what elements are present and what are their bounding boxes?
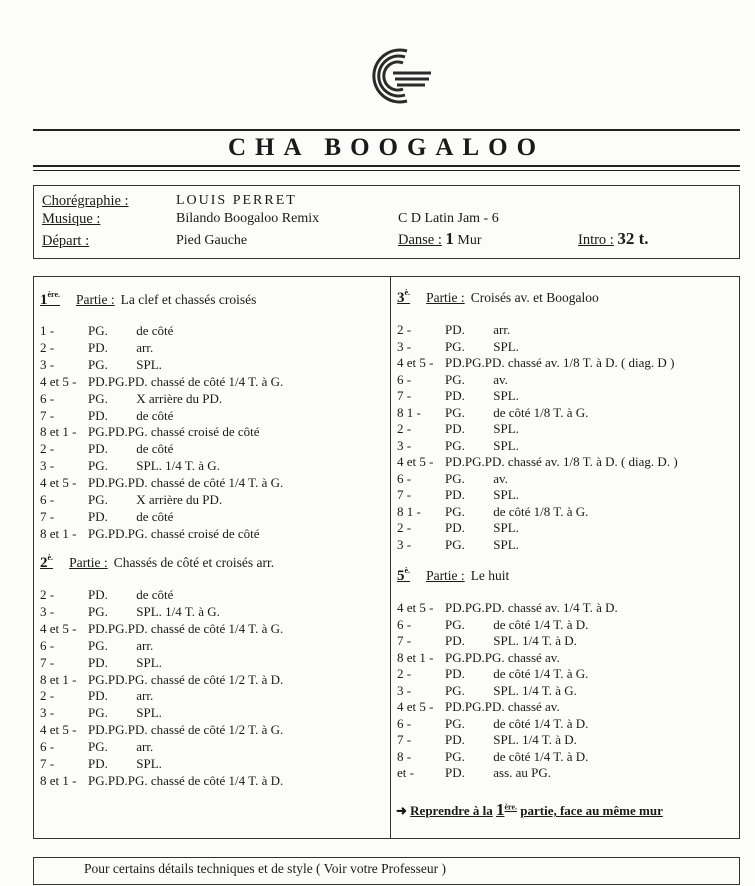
step-row — [397, 387, 519, 404]
step-count: 3 - — [40, 458, 55, 474]
arrow-right-icon: ➜ — [396, 803, 407, 818]
step-foot: PG. — [445, 371, 465, 387]
step-foot: PG. — [445, 748, 465, 764]
step-foot: PD.PG.PD. — [445, 454, 505, 469]
danse-label: Danse : — [398, 232, 442, 248]
step-count: 3 - — [397, 682, 412, 698]
step-row — [397, 338, 519, 355]
step-row — [397, 404, 588, 421]
step-row — [397, 748, 588, 765]
reprendre-note — [396, 800, 663, 820]
step-row — [40, 508, 173, 525]
section-part-label: Partie : — [426, 290, 465, 305]
step-foot: PG.PD.PG. — [445, 649, 505, 665]
step-foot: PD.PG.PD. — [88, 620, 148, 636]
step-count: 1 - — [40, 323, 55, 338]
step-count: 3 - — [40, 356, 55, 372]
step-foot: PG. — [445, 715, 465, 731]
section-name: La clef et chassés croisés — [120, 292, 257, 307]
step-description: de côté 1/4 T. à G. — [490, 666, 589, 681]
step-foot: PG. — [88, 390, 108, 406]
step-description: SPL. 1/4 T. à G. — [133, 603, 220, 619]
step-count: 2 - — [397, 421, 412, 436]
step-count: 7 - — [397, 732, 412, 747]
step-count: 3 - — [40, 603, 55, 619]
step-row — [397, 731, 577, 748]
step-description: SPL. — [490, 520, 519, 535]
step-row — [40, 423, 260, 440]
step-foot: PD. — [88, 587, 108, 602]
step-description: arr. — [133, 688, 154, 704]
step-foot: PD. — [88, 756, 108, 771]
reprendre-text-a: Reprendre à la — [410, 803, 493, 818]
step-foot: PG. — [88, 637, 108, 653]
step-description: chassé av. — [504, 649, 560, 665]
bottom-note: Pour certains détails techniques et de style ( Voir votre Professeur ) — [84, 861, 447, 876]
step-row — [397, 715, 588, 732]
step-description: de côté 1/4 T. à D. — [490, 715, 589, 731]
step-description: X arrière du PD. — [133, 390, 223, 406]
step-foot: PG. — [445, 437, 465, 453]
step-foot: PG. — [88, 458, 108, 474]
section-number-suffix: è. — [404, 566, 411, 575]
step-description: de côté 1/4 T. à D. — [490, 616, 589, 632]
step-row — [397, 649, 560, 666]
reprendre-sup: ère. — [504, 802, 517, 812]
step-count: 2 - — [40, 339, 55, 355]
step-count: 3 - — [397, 338, 412, 354]
step-foot: PD. — [445, 765, 465, 780]
step-description: SPL. 1/4 T. à G. — [133, 458, 220, 474]
step-row — [397, 503, 588, 520]
step-description: chassé de côté 1/2 T. à D. — [147, 671, 284, 687]
step-description: de côté — [133, 323, 174, 338]
step-foot: PD.PG.PD. — [445, 355, 505, 370]
step-foot: PD. — [88, 441, 108, 457]
choreo-value: LOUIS PERRET — [176, 193, 297, 208]
step-count: 7 - — [40, 756, 55, 771]
step-description: chassé de côté 1/4 T. à G. — [147, 620, 284, 636]
section-heading — [40, 290, 256, 309]
step-foot: PD. — [445, 520, 465, 535]
step-row — [40, 755, 162, 772]
step-description: SPL. — [133, 654, 162, 670]
step-count: 8 et 1 - — [397, 649, 434, 665]
step-count: 7 - — [40, 407, 55, 423]
step-foot: PD. — [445, 666, 465, 681]
step-description: SPL. — [133, 756, 162, 771]
step-description: SPL. — [133, 705, 162, 721]
section-number-suffix: è. — [47, 553, 54, 562]
column-divider — [390, 276, 391, 839]
step-description: SPL. — [490, 421, 519, 436]
step-row — [40, 637, 153, 654]
section-name: Chassés de côté et croisés arr. — [113, 555, 275, 570]
step-count: 2 - — [40, 587, 55, 602]
step-count: 6 - — [40, 739, 55, 755]
step-row — [397, 682, 577, 699]
step-description: chassé av. 1/8 T. à D. ( diag. D. ) — [504, 454, 678, 469]
step-row — [397, 632, 577, 649]
step-row — [40, 339, 153, 356]
step-count: 6 - — [40, 492, 55, 507]
cd-value: C D Latin Jam - 6 — [398, 211, 499, 226]
step-description: X arrière du PD. — [133, 492, 223, 507]
page-title: CHA BOOGALOO — [227, 134, 546, 161]
depart-label: Départ : — [42, 233, 90, 249]
step-row — [40, 474, 283, 491]
step-count: 3 - — [397, 536, 412, 552]
reprendre-num: 1 — [495, 800, 505, 819]
step-description: SPL. — [490, 388, 519, 403]
step-count: 8 - — [397, 748, 412, 764]
title-rule-bottom-2 — [33, 170, 740, 171]
step-description: chassé de côté 1/4 T. à D. — [147, 772, 284, 788]
danse-info — [398, 229, 482, 249]
step-row — [397, 616, 588, 633]
step-foot: PD. — [445, 633, 465, 648]
step-foot: PD. — [88, 654, 108, 670]
step-description: SPL. — [490, 437, 519, 453]
step-row — [397, 536, 519, 553]
danse-count: 1 — [445, 229, 454, 248]
section-number: $5^{è.}$ — [397, 566, 411, 584]
section-part-label: Partie : — [69, 555, 108, 570]
step-row — [40, 525, 260, 542]
step-description: arr. — [133, 739, 154, 755]
step-row — [40, 491, 222, 508]
step-description: chassé croisé de côté — [147, 424, 260, 440]
step-description: av. — [490, 371, 508, 387]
section-heading — [397, 566, 509, 585]
section-number-suffix: è. — [404, 288, 411, 297]
step-count: 7 - — [40, 654, 55, 670]
step-count: 2 - — [397, 322, 412, 337]
step-foot: PD. — [445, 732, 465, 747]
step-count: 2 - — [397, 666, 412, 681]
choreo-label: Chorégraphie : — [42, 193, 129, 209]
step-description: de côté 1/8 T. à G. — [490, 503, 589, 519]
step-description: SPL. — [133, 356, 162, 372]
step-row — [397, 698, 560, 715]
step-row — [40, 586, 173, 603]
step-row — [397, 437, 519, 454]
step-foot: PG. — [88, 705, 108, 721]
reprendre-text-b: partie, face au même mur — [520, 803, 663, 818]
section-name: Croisés av. et Boogaloo — [470, 290, 599, 305]
step-row — [40, 356, 162, 373]
section-number: $1^{ère.}$ — [40, 290, 61, 308]
intro-info — [578, 229, 649, 249]
step-count: 8 et 1 - — [40, 525, 77, 541]
step-description: de côté 1/8 T. à G. — [490, 404, 589, 420]
step-description: arr. — [133, 637, 154, 653]
step-count: 6 - — [397, 470, 412, 486]
step-foot: PG. — [445, 682, 465, 698]
step-description: arr. — [133, 339, 154, 355]
step-count: 7 - — [397, 487, 412, 502]
step-row — [40, 407, 173, 424]
step-description: arr. — [490, 322, 511, 337]
step-description: chassé de côté 1/4 T. à G. — [147, 475, 284, 491]
step-row — [397, 321, 510, 338]
step-foot: PG. — [88, 739, 108, 755]
section-number: $2^{è.}$ — [40, 553, 54, 571]
step-count: 6 - — [397, 371, 412, 387]
section-heading — [397, 288, 599, 307]
step-count: 6 - — [397, 616, 412, 632]
step-count: 4 et 5 - — [40, 620, 77, 636]
step-foot: PG. — [445, 536, 465, 552]
step-row — [40, 440, 173, 457]
step-count: 8 et 1 - — [40, 772, 77, 788]
intro-value: 32 t. — [617, 229, 649, 248]
step-row — [397, 764, 551, 781]
step-description: chassé de côté 1/4 T. à G. — [147, 373, 284, 389]
section-number-suffix: ère. — [47, 290, 61, 299]
step-foot: PD. — [445, 388, 465, 403]
step-count: 4 et 5 - — [40, 373, 77, 389]
section-number: $3^{è.}$ — [397, 288, 411, 306]
step-row — [40, 457, 220, 474]
step-foot: PG.PD.PG. — [88, 525, 148, 541]
step-row — [40, 772, 283, 789]
step-row — [397, 665, 588, 682]
step-row — [40, 721, 283, 738]
step-count: 7 - — [397, 388, 412, 403]
step-foot: PD. — [88, 339, 108, 355]
step-row — [397, 486, 519, 503]
step-foot: PG. — [445, 470, 465, 486]
step-foot: PG. — [445, 338, 465, 354]
step-count: 6 - — [40, 390, 55, 406]
step-count: 8 et 1 - — [40, 671, 77, 687]
step-description: SPL. 1/4 T. à D. — [490, 633, 577, 648]
step-description: SPL. 1/4 T. à G. — [490, 682, 577, 698]
step-foot: PG.PD.PG. — [88, 424, 148, 440]
step-foot: PG. — [88, 603, 108, 619]
step-foot: PD. — [445, 487, 465, 502]
logo-icon — [365, 45, 435, 107]
step-foot: PD.PG.PD. — [88, 373, 148, 389]
step-foot: PG. — [445, 404, 465, 420]
step-count: 4 et 5 - — [397, 454, 434, 469]
step-row — [397, 470, 508, 487]
step-count: 8 1 - — [397, 404, 421, 420]
step-foot: PG. — [88, 323, 108, 338]
step-row — [40, 671, 283, 688]
step-row — [40, 373, 283, 390]
step-row — [40, 738, 153, 755]
step-foot: PG.PD.PG. — [88, 671, 148, 687]
depart-value: Pied Gauche — [176, 233, 248, 248]
step-description: de côté 1/4 T. à D. — [490, 748, 589, 764]
step-count: 8 et 1 - — [40, 424, 77, 440]
step-row — [397, 599, 618, 616]
step-count: 7 - — [397, 633, 412, 648]
step-foot: PD. — [88, 407, 108, 423]
step-foot: PG. — [88, 492, 108, 507]
step-description: SPL. — [490, 536, 519, 552]
step-row — [397, 453, 678, 470]
step-row — [397, 371, 508, 388]
step-description: de côté — [133, 407, 174, 423]
step-description: av. — [490, 470, 508, 486]
step-row — [40, 620, 283, 637]
step-description: ass. au PG. — [490, 765, 552, 780]
step-foot: PD.PG.PD. — [88, 722, 148, 738]
step-foot: PD.PG.PD. — [88, 475, 148, 491]
step-row — [397, 354, 674, 371]
step-count: 6 - — [397, 715, 412, 731]
step-count: 6 - — [40, 637, 55, 653]
step-description: SPL. 1/4 T. à D. — [490, 732, 577, 747]
step-description: chassé av. 1/8 T. à D. ( diag. D ) — [504, 355, 675, 370]
step-description: chassé de côté 1/2 T. à G. — [147, 722, 284, 738]
step-count: 2 - — [397, 520, 412, 535]
music-label: Musique : — [42, 211, 101, 227]
step-description: SPL. — [490, 487, 519, 502]
danse-unit: Mur — [457, 233, 482, 248]
step-count: 4 et 5 - — [397, 355, 434, 370]
step-foot: PD. — [88, 508, 108, 524]
step-description: de côté — [133, 441, 174, 457]
step-row — [40, 603, 220, 620]
step-row — [40, 322, 173, 339]
title-rule-top — [33, 129, 740, 131]
step-foot: PG. — [445, 616, 465, 632]
step-count: 3 - — [40, 705, 55, 721]
step-row — [40, 654, 162, 671]
step-foot: PG. — [88, 356, 108, 372]
section-part-label: Partie : — [426, 568, 465, 583]
step-row — [40, 390, 222, 407]
step-foot: PG.PD.PG. — [88, 772, 148, 788]
music-value: Bilando Boogaloo Remix — [176, 211, 320, 226]
step-count: 2 - — [40, 688, 55, 704]
step-foot: PD. — [445, 421, 465, 436]
step-count: 4 et 5 - — [397, 699, 434, 714]
section-name: Le huit — [470, 568, 510, 583]
step-description: chassé croisé de côté — [147, 525, 260, 541]
step-description: de côté — [133, 587, 174, 602]
step-foot: PD.PG.PD. — [445, 699, 505, 714]
step-foot: PD. — [88, 688, 108, 704]
step-description: SPL. — [490, 338, 519, 354]
intro-label: Intro : — [578, 232, 614, 248]
step-description: de côté — [133, 508, 174, 524]
step-count: 4 et 5 - — [40, 475, 77, 491]
step-count: 4 et 5 - — [40, 722, 77, 738]
step-row — [397, 420, 519, 437]
step-description: chassé av. — [504, 699, 560, 714]
step-count: 8 1 - — [397, 503, 421, 519]
step-row — [397, 519, 519, 536]
step-foot: PD.PG.PD. — [445, 600, 505, 615]
step-count: 3 - — [397, 437, 412, 453]
section-heading — [40, 553, 274, 572]
step-count: 4 et 5 - — [397, 600, 434, 615]
step-description: chassé av. 1/4 T. à D. — [504, 600, 618, 615]
step-foot: PD. — [445, 322, 465, 337]
step-foot: PG. — [445, 503, 465, 519]
step-row — [40, 704, 162, 721]
step-count: et - — [397, 765, 414, 780]
step-count: 7 - — [40, 508, 55, 524]
title-rule-bottom-1 — [33, 165, 740, 167]
step-count: 2 - — [40, 441, 55, 457]
section-part-label: Partie : — [76, 292, 115, 307]
step-row — [40, 687, 153, 704]
